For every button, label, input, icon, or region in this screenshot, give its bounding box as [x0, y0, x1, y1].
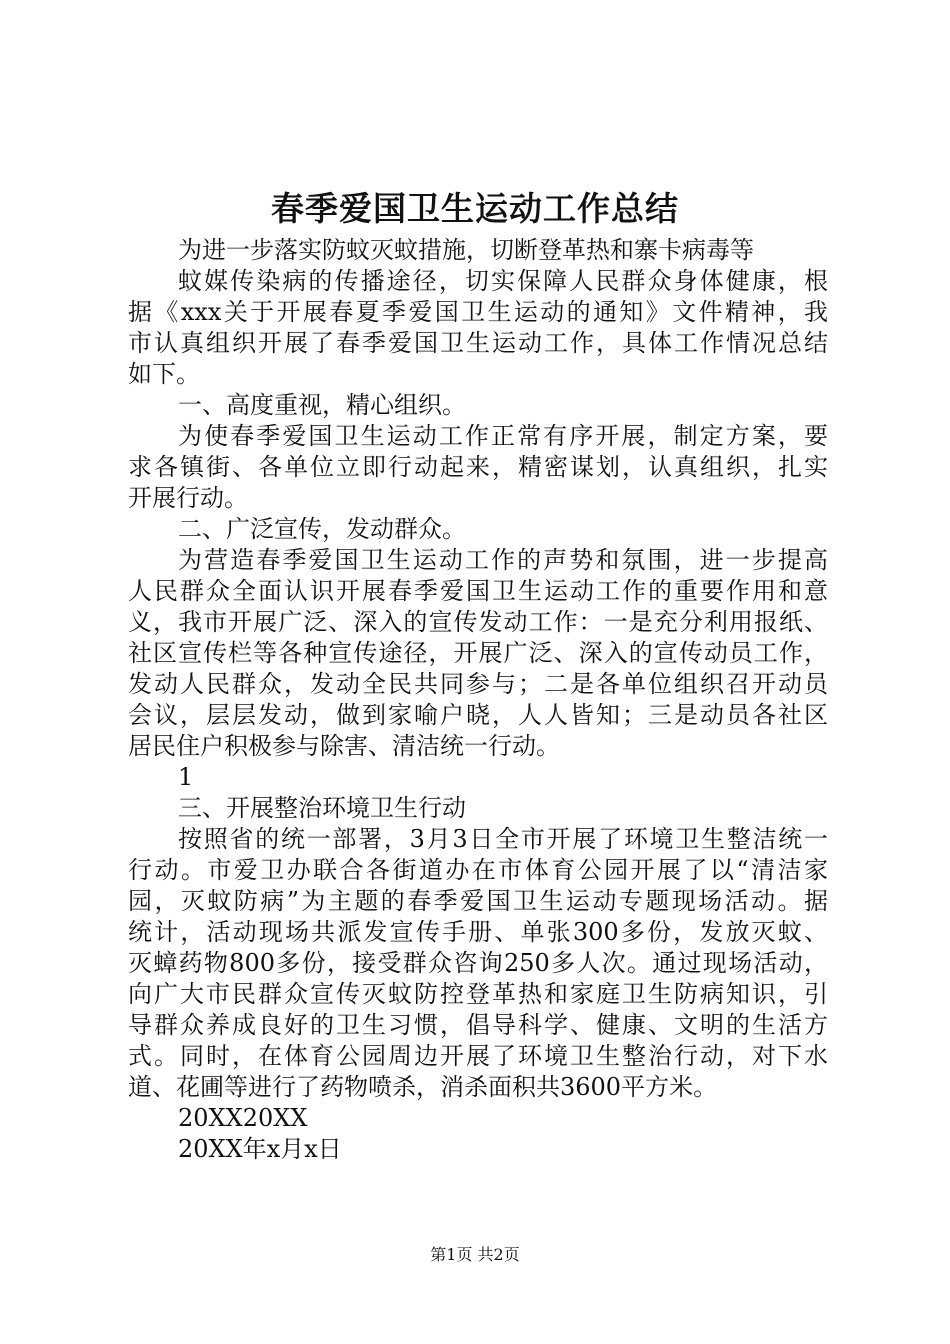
- paragraph-line: 园，灭蚊防病”为主题的春季爱国卫生运动专题现场活动。据: [128, 887, 828, 915]
- paragraph-line: 向广大市民群众宣传灭蚊防控登革热和家庭卫生防病知识，引: [128, 980, 828, 1008]
- paragraph-line: 行动。市爱卫办联合各街道办在市体育公园开展了以“清洁家: [128, 856, 828, 884]
- paragraph-line: 蚊媒传染病的传播途径，切实保障人民群众身体健康，根: [178, 267, 828, 295]
- paragraph-line: 发动人民群众，发动全民共同参与；二是各单位组织召开动员: [128, 670, 828, 698]
- paragraph-line: 道、花圃等进行了药物喷杀，消杀面积共3600平方米。: [128, 1073, 718, 1101]
- paragraph-line: 为使春季爱国卫生运动工作正常有序开展，制定方案，要: [178, 422, 828, 450]
- document-body: [128, 235, 828, 1165]
- paragraph-line: 社区宣传栏等各种宣传途径，开展广泛、深入的宣传动员工作，: [128, 639, 828, 667]
- paragraph-line: 会议，层层发动，做到家喻户晓，人人皆知；三是动员各社区: [128, 701, 828, 729]
- paragraph-line: 市认真组织开展了春季爱国卫生运动工作，具体工作情况总结: [128, 329, 828, 357]
- paragraph-line: 按照省的统一部署，3月3日全市开展了环境卫生整洁统一: [178, 825, 828, 853]
- section-heading: 三、开展整治环境卫生行动: [178, 794, 466, 822]
- paragraph-line: 义，我市开展广泛、深入的宣传发动工作：一是充分利用报纸、: [128, 608, 828, 636]
- paragraph-line: 如下。: [128, 360, 200, 388]
- document-title: 春季爱国卫生运动工作总结: [271, 189, 679, 228]
- paragraph-line: 统计，活动现场共派发宣传手册、单张300多份，发放灭蚊、: [128, 918, 828, 946]
- paragraph-line: 式。同时，在体育公园周边开展了环境卫生整治行动，对下水: [128, 1042, 828, 1070]
- section-heading: 一、高度重视，精心组织。: [178, 391, 466, 419]
- paragraph-line: 开展行动。: [128, 484, 248, 512]
- page-marker: 1: [178, 763, 194, 791]
- section-heading: 二、广泛宣传，发动群众。: [178, 515, 466, 543]
- paragraph-line: 为营造春季爱国卫生运动工作的声势和氛围，进一步提高: [178, 546, 828, 574]
- paragraph-line: 人民群众全面认识开展春季爱国卫生运动工作的重要作用和意: [128, 577, 828, 605]
- page-footer: 第1页 共2页: [430, 1245, 520, 1264]
- date-line: 20XX年x月x日: [178, 1135, 342, 1163]
- paragraph-line: 灭蟑药物800多份，接受群众咨询250多人次。通过现场活动，: [128, 949, 828, 977]
- paragraph-line: 求各镇街、各单位立即行动起来，精密谋划，认真组织，扎实: [128, 453, 828, 481]
- paragraph-line: 据《xxx关于开展春夏季爱国卫生运动的通知》文件精神，我: [128, 298, 828, 326]
- signature-line: 20XX20XX: [178, 1104, 308, 1132]
- paragraph-line: 导群众养成良好的卫生习惯，倡导科学、健康、文明的生活方: [128, 1011, 828, 1039]
- paragraph-line: 居民住户积极参与除害、清洁统一行动。: [128, 732, 560, 760]
- paragraph-line: 为进一步落实防蚊灭蚊措施，切断登革热和寨卡病毒等: [178, 236, 754, 264]
